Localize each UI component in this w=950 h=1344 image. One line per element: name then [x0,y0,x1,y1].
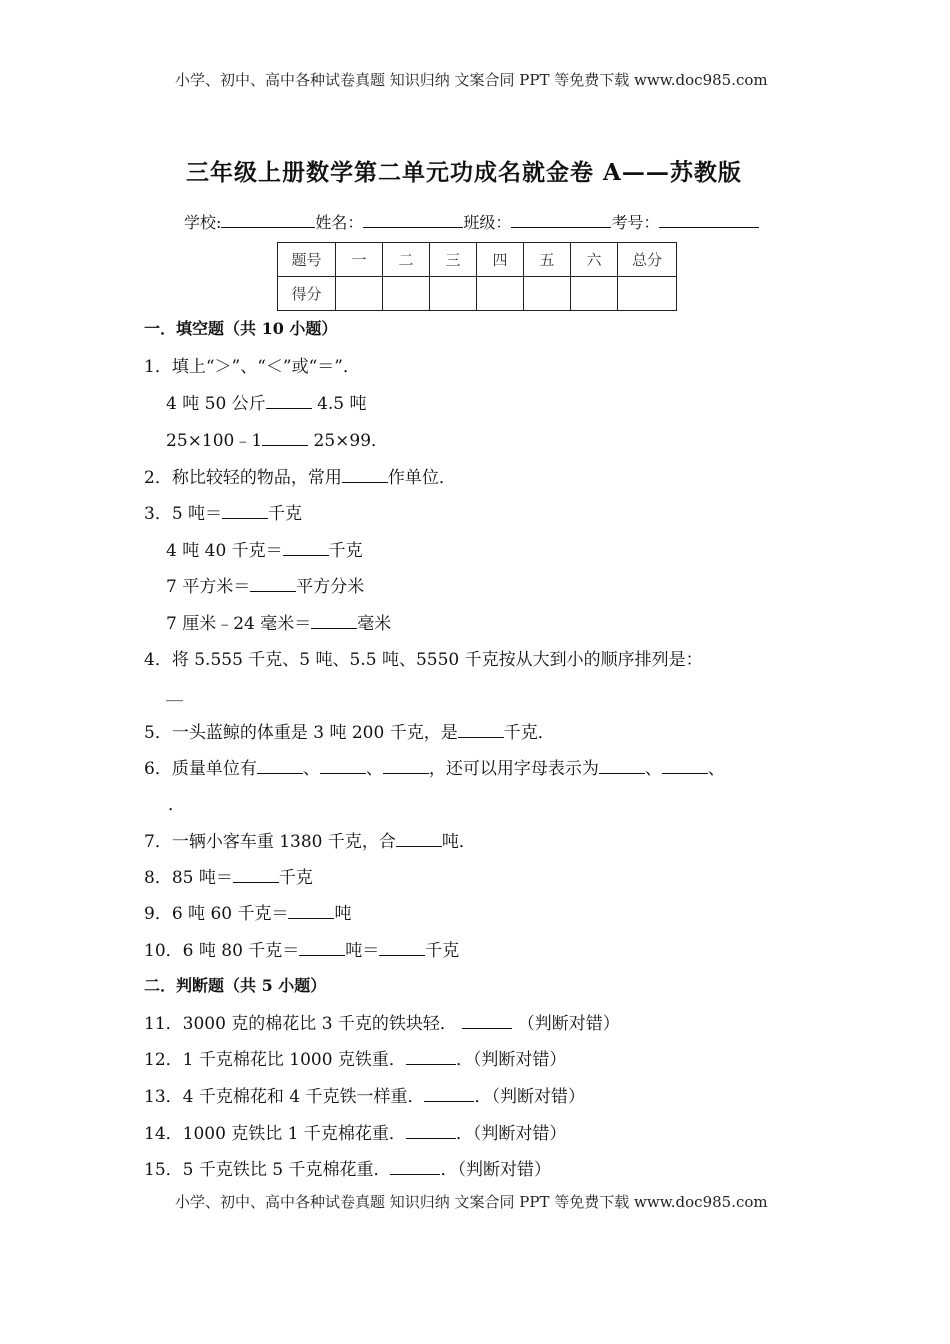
answer-blank[interactable] [311,614,357,629]
question-6-continuation: ． [168,795,185,815]
score-cell[interactable] [571,277,618,311]
question-4-answer-line[interactable]: __ [166,682,183,702]
question-14: 14．1000 克铁比 1 千克棉花重． ．（判断对错） [144,1124,567,1144]
answer-blank[interactable] [396,832,442,847]
question-3a: 3．5 吨＝ 千克 [144,504,303,524]
score-header-cell: 题号 [278,243,336,277]
question-2: 2．称比较轻的物品，常用 作单位． [144,468,456,488]
answer-blank[interactable] [222,504,268,519]
student-info-line [184,210,759,233]
score-header-cell: 三 [430,243,477,277]
question-12: 12．1 千克棉花比 1000 克铁重． ．（判断对错） [144,1050,567,1070]
question-8: 8．85 吨＝ 千克 [144,868,313,888]
score-cell[interactable] [618,277,677,311]
question-11: 11．3000 克的棉花比 3 千克的铁块轻． （判断对错） [144,1014,620,1034]
answer-blank[interactable] [342,468,388,483]
score-cell[interactable] [383,277,430,311]
section-fill-in-heading: 一．填空题（共 10 小题） [144,319,338,338]
score-header-cell: 总分 [618,243,677,277]
question-1-stem: 1．填上“＞”、“＜”或“＝”． [144,357,360,377]
question-3d: 7 厘米﹣24 毫米＝ 毫米 [166,614,392,634]
answer-blank[interactable] [288,904,334,919]
score-cell[interactable] [430,277,477,311]
score-table [277,242,677,311]
score-table-header-row [278,243,677,277]
page-title: 三年级上册数学第二单元功成名就金卷 A——苏教版 [186,159,742,186]
question-10: 10．6 吨 80 千克＝ 吨＝ 千克 [144,941,460,961]
question-1b: 25×100﹣1 25×99． [166,431,389,451]
answer-blank[interactable] [383,759,429,774]
question-15: 15．5 千克铁比 5 千克棉花重． ．（判断对错） [144,1160,551,1180]
question-6: 6．质量单位有 、 、 ，还可以用字母表示为 、 、 [144,759,725,779]
score-cell[interactable] [477,277,524,311]
school-blank[interactable] [221,211,315,228]
answer-blank[interactable] [266,394,312,409]
score-cell[interactable] [336,277,383,311]
score-cell[interactable] [524,277,571,311]
number-blank[interactable] [659,211,759,228]
question-9: 9．6 吨 60 千克＝ 吨 [144,904,352,924]
answer-blank[interactable] [406,1124,456,1139]
question-5: 5．一头蓝鲸的体重是 3 吨 200 千克，是 千克． [144,723,555,743]
score-row-label: 得分 [278,277,336,311]
score-header-cell: 一 [336,243,383,277]
answer-blank[interactable] [458,723,504,738]
question-7: 7．一辆小客车重 1380 千克，合 吨． [144,832,476,852]
name-label: 姓名： [315,213,364,232]
section-true-false-heading: 二．判断题（共 5 小题） [144,976,327,995]
answer-blank[interactable] [462,1014,512,1029]
answer-blank[interactable] [257,759,303,774]
answer-blank[interactable] [283,541,329,556]
page-header: 小学、初中、高中各种试卷真题 知识归纳 文案合同 PPT 等免费下载 www.doc985.com [175,71,768,89]
answer-blank[interactable] [406,1050,456,1065]
answer-blank[interactable] [599,759,645,774]
score-header-cell: 五 [524,243,571,277]
question-3c: 7 平方米＝ 平方分米 [166,577,365,597]
school-label: 学校: [184,213,222,232]
answer-blank[interactable] [320,759,366,774]
answer-blank[interactable] [299,941,345,956]
question-13: 13．4 千克棉花和 4 千克铁一样重． ．（判断对错） [144,1087,585,1107]
answer-blank[interactable] [233,868,279,883]
number-label: 考号： [611,213,660,232]
question-1a: 4 吨 50 公斤 4.5 吨 [166,394,367,414]
answer-blank[interactable] [390,1160,440,1175]
page-footer: 小学、初中、高中各种试卷真题 知识归纳 文案合同 PPT 等免费下载 www.doc985.com [175,1193,768,1211]
class-label: 班级： [463,213,512,232]
answer-blank[interactable] [262,431,308,446]
question-3b: 4 吨 40 千克＝ 千克 [166,541,363,561]
answer-blank[interactable] [379,941,425,956]
answer-blank[interactable] [424,1087,474,1102]
score-header-cell: 四 [477,243,524,277]
score-header-cell: 二 [383,243,430,277]
answer-blank[interactable] [250,577,296,592]
class-blank[interactable] [511,211,611,228]
question-4-stem: 4．将 5.555 千克、5 吨、5.5 吨、5550 千克按从大到小的顺序排列是： [144,650,703,670]
score-table-score-row [278,277,677,311]
name-blank[interactable] [363,211,463,228]
score-header-cell: 六 [571,243,618,277]
answer-blank[interactable] [662,759,708,774]
